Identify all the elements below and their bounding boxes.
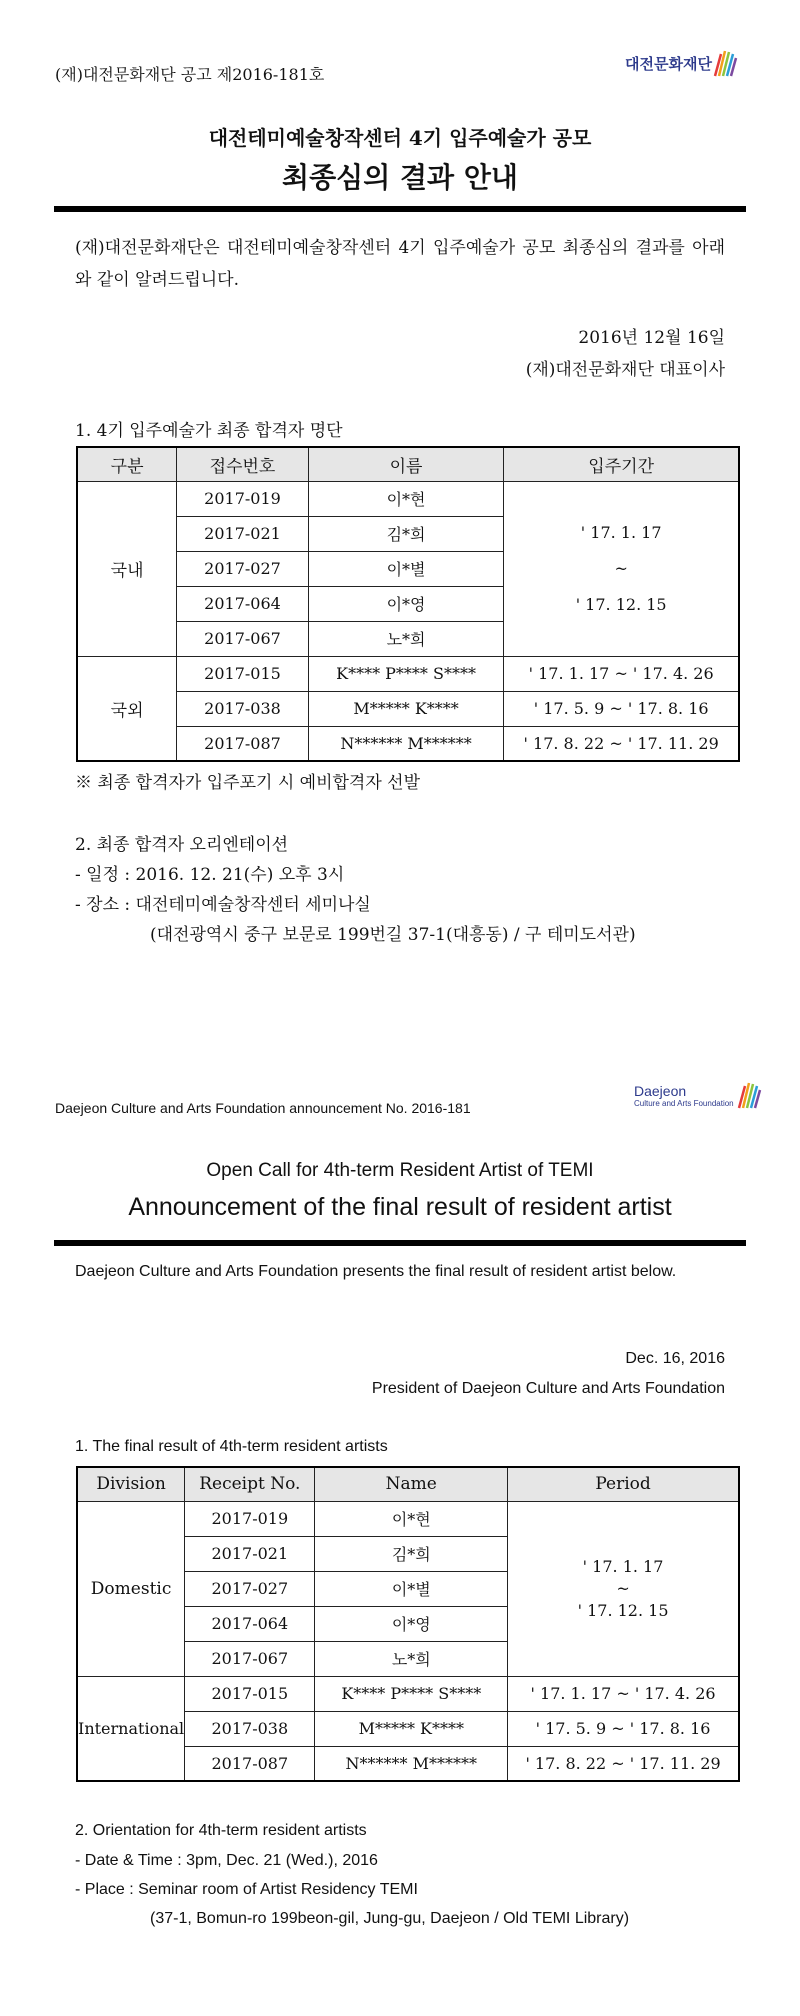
- period-cell: ' 17. 1. 17 ~ ' 17. 4. 26: [508, 1676, 739, 1711]
- name-cell: N****** M******: [308, 726, 503, 761]
- period-cell: ' 17. 1. 17 ~ ' 17. 4. 26: [504, 656, 739, 691]
- header-division: Division: [77, 1467, 185, 1501]
- subtitle-en: Open Call for 4th-term Resident Artist of TEMI: [206, 1160, 594, 1181]
- foundation-logo-en: [634, 1080, 762, 1110]
- schedule-ko: - 일정 : 2016. 12. 21(수) 오후 3시: [75, 865, 345, 885]
- receipt-cell: 2017-067: [185, 1641, 315, 1676]
- receipt-cell: 2017-064: [185, 1606, 315, 1641]
- division-domestic: 국내: [77, 481, 177, 656]
- address-ko: (대전광역시 중구 보문로 199번길 37-1(대흥동) / 구 테미도서관): [150, 925, 636, 945]
- name-cell: K**** P**** S****: [308, 656, 503, 691]
- subtitle-ko: 대전테미예술창작센터 4기 입주예술가 공모: [208, 126, 592, 150]
- header-name: Name: [315, 1467, 508, 1501]
- intro-paragraph-ko: (재)대전문화재단은 대전테미예술창작센터 4기 입주예술가 공모 최종심의 결과를 아래와 같이 알려드립니다.: [75, 238, 725, 290]
- name-cell: 노*희: [315, 1641, 508, 1676]
- division-international: International: [77, 1676, 185, 1781]
- intro-paragraph-en: Daejeon Culture and Arts Foundation presents the final result of resident artist below.: [75, 1263, 677, 1280]
- header-period: 입주기간: [504, 447, 739, 481]
- table-row: [77, 726, 739, 761]
- period-cell: ' 17. 8. 22 ~ ' 17. 11. 29: [504, 726, 739, 761]
- table-row: [77, 481, 739, 516]
- section2-heading-en: 2. Orientation for 4th-term resident artists: [75, 1822, 367, 1839]
- page-title-en: Announcement of the final result of resident artist: [128, 1193, 672, 1221]
- name-cell: 김*희: [315, 1536, 508, 1571]
- name-cell: 김*희: [308, 516, 503, 551]
- period-cell: ' 17. 5. 9 ~ ' 17. 8. 16: [504, 691, 739, 726]
- period-cell: ' 17. 8. 22 ~ ' 17. 11. 29: [508, 1746, 739, 1781]
- header-division: 구분: [77, 447, 177, 481]
- schedule-en: - Date & Time : 3pm, Dec. 21 (Wed.), 2016: [75, 1852, 378, 1869]
- period-start: ' 17. 1. 17: [580, 522, 662, 542]
- receipt-cell: 2017-021: [185, 1536, 315, 1571]
- header-receipt: Receipt No.: [185, 1467, 315, 1501]
- receipt-cell: 2017-064: [177, 586, 309, 621]
- domestic-period: [508, 1501, 739, 1676]
- logo-mark-icon: [712, 48, 738, 78]
- receipt-cell: 2017-087: [185, 1746, 315, 1781]
- results-table-ko: [76, 446, 740, 762]
- division-international: 국외: [77, 656, 177, 761]
- receipt-cell: 2017-019: [177, 481, 309, 516]
- page-title-ko: 최종심의 결과 안내: [282, 161, 518, 194]
- header-period: Period: [508, 1467, 739, 1501]
- logo-subtext-en: Culture and Arts Foundation: [634, 1098, 734, 1108]
- name-cell: 이*현: [308, 481, 503, 516]
- name-cell: 이*영: [308, 586, 503, 621]
- name-cell: M***** K****: [308, 691, 503, 726]
- receipt-cell: 2017-019: [185, 1501, 315, 1536]
- receipt-cell: 2017-015: [185, 1676, 315, 1711]
- table-row: [77, 1676, 739, 1711]
- table-row: [77, 1501, 739, 1536]
- section2-heading-ko: 2. 최종 합격자 오리엔테이션: [75, 835, 289, 855]
- receipt-cell: 2017-021: [177, 516, 309, 551]
- announcement-number-ko: (재)대전문화재단 공고 제2016-181호: [55, 65, 325, 84]
- title-divider-ko: [54, 206, 746, 212]
- section1-heading-en: 1. The final result of 4th-term resident artists: [75, 1438, 388, 1455]
- header-name: 이름: [308, 447, 503, 481]
- period-tilde: ~: [614, 558, 628, 578]
- name-cell: 이*현: [315, 1501, 508, 1536]
- date-ko: 2016년 12월 16일: [578, 328, 725, 348]
- note-ko: ※ 최종 합격자가 입주포기 시 예비합격자 선발: [75, 773, 421, 793]
- period-start: ' 17. 1. 17: [582, 1556, 664, 1576]
- name-cell: M***** K****: [315, 1711, 508, 1746]
- period-end: ' 17. 12. 15: [577, 1600, 669, 1620]
- name-cell: 이*별: [315, 1571, 508, 1606]
- table-row: [77, 691, 739, 726]
- issuer-ko: (재)대전문화재단 대표이사: [525, 360, 725, 380]
- header-receipt: 접수번호: [177, 447, 309, 481]
- name-cell: 이*별: [308, 551, 503, 586]
- place-ko: - 장소 : 대전테미예술창작센터 세미나실: [75, 895, 371, 915]
- logo-text-en: Daejeon: [634, 1082, 687, 1099]
- receipt-cell: 2017-015: [177, 656, 309, 691]
- address-en: (37-1, Bomun-ro 199beon-gil, Jung-gu, Daejeon / Old TEMI Library): [150, 1910, 630, 1927]
- issuer-en: President of Daejeon Culture and Arts Foundation: [371, 1380, 725, 1397]
- period-end: ' 17. 12. 15: [575, 594, 667, 614]
- foundation-logo-ko: [625, 48, 738, 78]
- title-divider-en: [54, 1240, 746, 1246]
- receipt-cell: 2017-038: [185, 1711, 315, 1746]
- results-table-en: [76, 1466, 740, 1782]
- period-cell: ' 17. 5. 9 ~ ' 17. 8. 16: [508, 1711, 739, 1746]
- division-domestic: Domestic: [77, 1501, 185, 1676]
- name-cell: 이*영: [315, 1606, 508, 1641]
- receipt-cell: 2017-067: [177, 621, 309, 656]
- logo-mark-icon: [736, 1080, 762, 1110]
- receipt-cell: 2017-087: [177, 726, 309, 761]
- date-en: Dec. 16, 2016: [625, 1350, 725, 1367]
- name-cell: 노*희: [308, 621, 503, 656]
- name-cell: K**** P**** S****: [315, 1676, 508, 1711]
- receipt-cell: 2017-027: [177, 551, 309, 586]
- period-tilde: ~: [616, 1578, 630, 1598]
- receipt-cell: 2017-027: [185, 1571, 315, 1606]
- logo-text-ko: 대전문화재단: [625, 54, 712, 73]
- domestic-period: [504, 481, 739, 656]
- section1-heading-ko: 1. 4기 입주예술가 최종 합격자 명단: [75, 421, 343, 441]
- name-cell: N****** M******: [315, 1746, 508, 1781]
- table-row: [77, 656, 739, 691]
- announcement-number-en: Daejeon Culture and Arts Foundation announcement No. 2016-181: [55, 1100, 471, 1116]
- place-en: - Place : Seminar room of Artist Residency TEMI: [75, 1881, 418, 1898]
- receipt-cell: 2017-038: [177, 691, 309, 726]
